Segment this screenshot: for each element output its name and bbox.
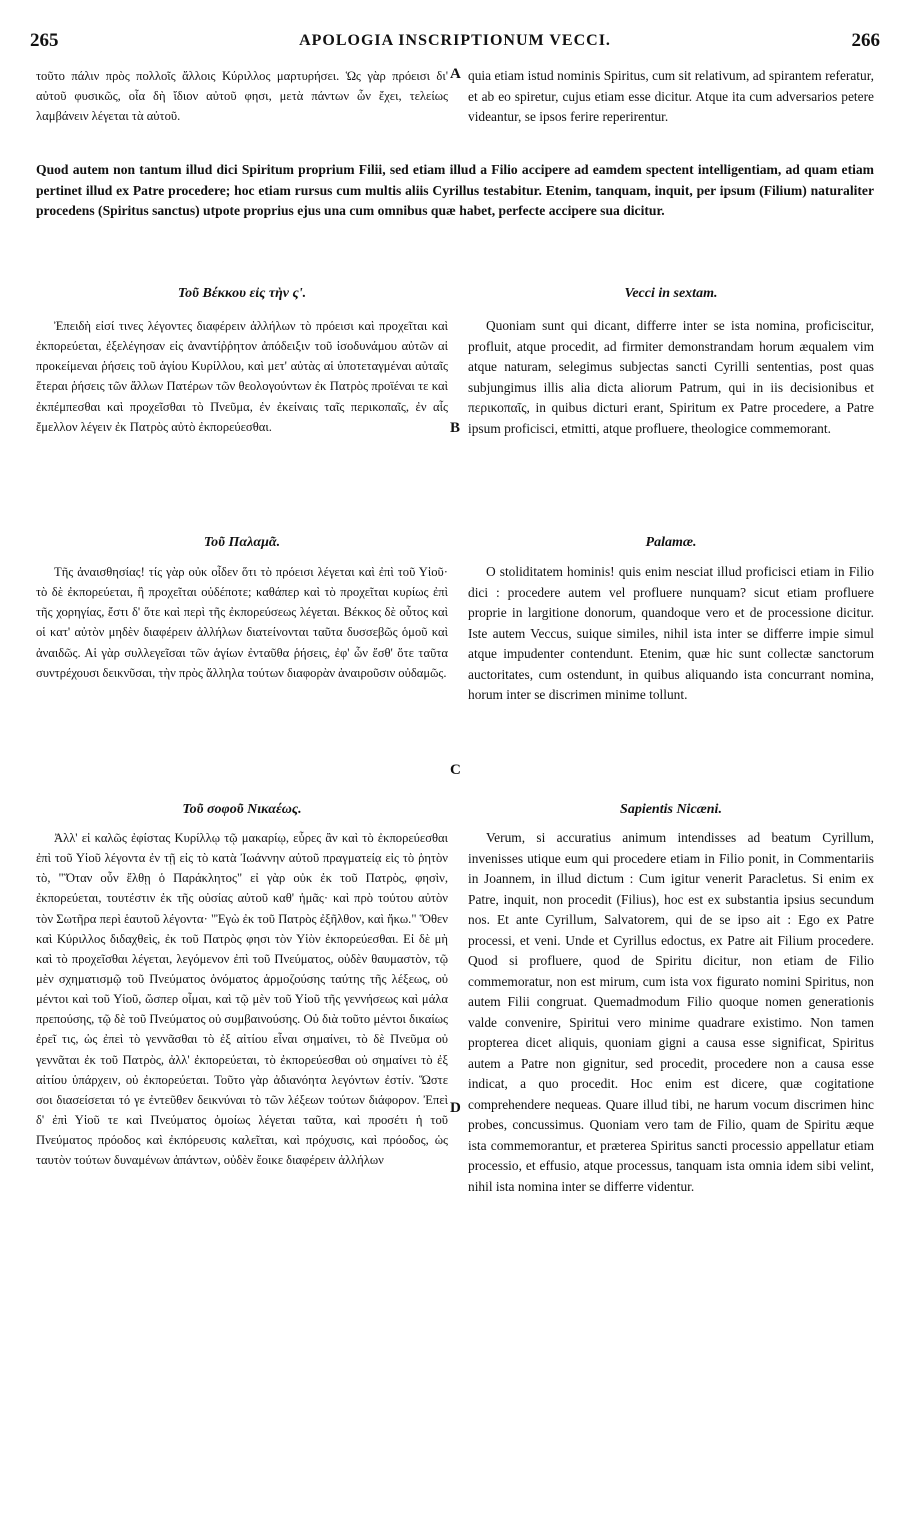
greek-text-vecci: Ἐπειδὴ εἰσί τινες λέγοντες διαφέρειν ἀλλήλων τὸ πρόεισι καὶ προχεῖται καὶ ἐκπορεύεται, ἐξελέγησαν εἰς ἀναντίῤῥητον ἀπόδειξιν τοῦ ἰσοδυνάμου αὐτῶν αἱ προκείμεναι ῥήσεις τοῦ ἁγίου Κυρίλλου, καὶ μετ' αὐτὰς αἱ ὑποτεταγμέναι αὐταῖς ἕτεραι ῥήσεις τῶν ἄλλων Πατέρων τῶν θεολογούντων ἐκ Πατρὸς προϊέναι τε καὶ ἐκπέμπεσθαι καὶ προχεῖσθαι τὸ Πνεῦμα, ἐν ἐκείναις ταῖς περικοπαῖς, ἐν αἷς ἔμελλον λέγειν ἐκ Πατρὸς αὐτὸ ἐκπορεύεσθαι.	[36, 319, 448, 434]
latin-text-vecci: Quoniam sunt qui dicant, differre inter se ista nomina, proficiscitur, profluit, atque procedit, ad firmiter demonstrandam horum æqualem vim atque naturam, selegimus subjectas sancti Cyrilli sententias, post quas subjungimus illis alia dicta aliorum Patrum, qui in iis decisionibus et περικοπαῖς, in quibus dicturi erant, Spiritum ex Patre procedere, a Patre ipsum proficisci, etmitti, atque profluere, theologice commemorant.	[468, 318, 874, 436]
greek-continuation: τοῦτο πάλιν πρὸς πολλοῖς ἄλλοις Κύριλλος μαρτυρήσει. Ὡς γὰρ πρόεισι δι' αὐτοῦ φυσικῶς, οἷα δὴ ἴδιον αὐτοῦ φησι, μετὰ πάντων ὧν ἔχει, τελείως λαμβάνειν λέγεται τὰ αὐτοῦ.	[36, 69, 448, 124]
latin-continuation: quia etiam istud nominis Spiritus, cum sit relativum, ad spirantem referatur, et ab eo spiretur, cujus etiam esse dicitur. Atque ita cum adversarios petere videantur, se ipsos ferire reperirentur.	[468, 68, 874, 124]
greek-text-palamae: Τῆς ἀναισθησίας! τίς γὰρ οὐκ οἶδεν ὅτι τὸ πρόεισι λέγεται καὶ ἐπὶ τοῦ Υἱοῦ· τὸ δὲ ἐκπορεύεται, ἢ προχεῖται οὐδέποτε; καθάπερ καὶ τὸ προχεῖται κυρίως ἐπὶ τῆς χορηγίας, ἔστι δ' ὅτε καὶ περὶ τῆς ἐκπορεύσεως λέγεται. Βέκκος δὲ οὗτος καὶ οἱ κατ' αὐτὸν μηδὲν διαφέρειν ἀλλήλων διατείνονται ταῦτα δυσσεβῶς ὁμοῦ καὶ ἀναιδῶς. Αἱ γὰρ συλλεγεῖσαι τῶν ἁγίων ἐνταῦθα ῥήσεις, ἐφ' ὧν ἔσθ' ὅτε ταῦτα συντρέχουσι δεικνῦσαι, τὴν πρὸς ἄλληλα τούτων διαφορὰν ἀναιροῦσιν οὐδαμῶς.	[36, 565, 448, 680]
latin-text-nicaeni: Verum, si accuratius animum intendisses ad beatum Cyrillum, invenisses utique eum qui procedere etiam in Filio ponit, in Commentariis in Joannem, in illud dictum : Cum igitur venerit Paracletus. Si enim ex Patre, inquit, non procedit (Filius), hoc est ex substantia ipsius secundum nos. Et ante Cyrillum, Salvatorem, qui de se ipso ait : Ego ex Patre processi, et veni. Unde et Cyrillus edoctus, ex Patre ait Filium procedere. Quod si profluere, quod de Spiritu dicitur, non etiam de Filio commemoratur, non est mirum, cum ista vox figurato nomini Spiritus, non autem Filii congruat. Quemadmodum Filio quoque nomen generationis valde convenire, Spiritui vero minime quadrare existimo. Non tamen propterea dicet aliquis, quoniam gigni a causa esse significat, Spiritus autem a Patre non gignitur, sed procedit, procedere non a causa esse indicat, a quo procedit. Hoc enim est dicere, quæ cogitatione comprehendere nequeas. Quare illud tibi, ne harum vocum discrimen hinc probes, concussimus. Quoniam vero tam de Filio, quam de Spiritu æque ista commemorantur, et præterea Spiritus sancti processio appellatur etiam processio, et effusio, atque processus, tanquam ista omnia idem sibi velint, nihil ista nomina inter se differre videntur.	[468, 830, 874, 1194]
latin-heading-nicaeni: Sapientis Nicæni.	[620, 802, 722, 817]
page-number-right: 266	[851, 30, 880, 51]
latin-heading-palamae: Palamæ.	[645, 535, 697, 550]
margin-letter-d: D	[450, 1100, 461, 1116]
running-title: APOLOGIA INSCRIPTIONUM VECCI.	[299, 32, 611, 49]
margin-letter-c: C	[450, 762, 461, 778]
greek-heading-vecci: Τοῦ Βέκκου εἰς τὴν ς'.	[177, 286, 307, 301]
greek-text-nicaeni: Ἀλλ' εἰ καλῶς ἐφίστας Κυρίλλῳ τῷ μακαρίῳ, εὗρες ἂν καὶ τὸ ἐκπορεύεσθαι ἐπὶ τοῦ Υἱοῦ λέγοντα ἐν τῇ εἰς τὸ κατὰ Ἰωάννην αὐτοῦ πραγματείᾳ εἰς τὸ ῥητὸν τὸ, "Ὅταν οὖν ἔλθῃ ὁ Παράκλητος" εἰ γὰρ οὐκ ἐκ τοῦ Πατρὸς, φησὶν, ἐκπορεύεται, τουτέστιν ἐκ τῆς οὐσίας αὐτοῦ καθ' ἡμᾶς· καὶ πρὸ τούτου αὐτὸν τὸν Σωτῆρα περὶ ἑαυτοῦ λέγοντα· "Ἐγὼ ἐκ τοῦ Πατρὸς ἐξῆλθον, καὶ ἥκω." Ὅθεν καὶ Κύριλλος διδαχθεὶς, ἐκ τοῦ Πατρὸς φησι τὸν Υἱὸν ἐκπορεύεσθαι. Εἰ δὲ μὴ καὶ τὸ προχεῖσθαι λέγεται, λεγόμενον ἐπὶ τοῦ Πνεύματος, οὐδὲν θαυμαστὸν, τῷ μὲν σχηματισμῷ τοῦ Πνεύματος ὀνόματος ἁρμοζούσης ταύτης τῆς λέξεως, οὐ μέντοι καὶ τοῦ Υἱοῦ, ὥσπερ οἶμαι, καὶ τῷ μὲν τοῦ Υἱοῦ τῆς γεννήσεως καὶ μάλα πρεπούσης, τῷ δὲ τοῦ Πνεύματος οὐ συμβαινούσης. Οὐ διὰ τοῦτο μέντοι δικαίως ἐρεῖ τις, ὡς ἐπεὶ τὸ γεννᾶσθαι τὸ ἐξ αἰτίου εἶναι σημαίνει, τὸ δὲ Πνεῦμα οὐ γεννᾶται ἐκ τοῦ Πατρὸς, ἀλλ' ἐκπορεύεται, τὸ ἐκπορεύεσθαι οὐ σημαίνει τὸ ἐξ αἰτίου ὑπάρχειν, οὐ ἐκπορεύεται. Τοῦτο γὰρ ἀδιανόητα λεγόντων ἐστίν. Ὥστε σοι διασείσεται τό γε ἐντεῦθεν δεικνύναι τὸ τῶν λέξεων τούτων διάφορον. Ἐπεὶ δ' ἐπὶ Υἱοῦ τε καὶ Πνεύματος ὁμοίως λέγεται ταῦτα, καὶ προσέτι ἡ τοῦ Πνεύματος πρόοδος καὶ ἐκπόρευσις καλεῖται, καὶ πρόχυσις, καὶ πρόοδος, ὡς ταυτὸν τούτων δυναμένων ἁπάντων, οὐδὲν ἔοικε διαφέρειν ἀλλήλων	[36, 831, 448, 1168]
latin-text-palamae: O stoliditatem hominis! quis enim nesciat illud proficisci etiam in Filio dici : procedere autem vel profluere nunquam? sicut etiam profluere proprie in largitione donorum, quandoque vero et de processione dicitur. Iste autem Veccus, suique similes, nihil ista inter se differre impie simul atque impudenter contendunt. Etenim, quæ hic sunt collectæ sanctorum auctoritates, cum ostendunt, in quibus aliquando ista concurrant nomina, horum inter se discrimen minime tollunt.	[468, 564, 874, 702]
margin-letter-a: A	[450, 66, 461, 82]
full-width-paragraph: Quod autem non tantum illud dici Spiritum proprium Filii, sed etiam illud a Filio accipere ad eamdem spectent intelligentiam, ad quam etiam pertinet illud ex Patre procedere; hoc etiam rursus cum multis aliis Cyrillus testabitur. Etenim, tanquam, inquit, per ipsum (Filium) naturaliter procedens (Spiritus sanctus) utpote proprius ejus una cum omnibus quæ habet, perfecte accipere sua dicitur.	[36, 162, 874, 219]
running-header	[30, 30, 880, 56]
page-number-left: 265	[30, 30, 59, 51]
margin-letter-b: B	[450, 420, 461, 436]
latin-heading-vecci: Vecci in sextam.	[624, 286, 718, 301]
greek-heading-palamae: Τοῦ Παλαμᾶ.	[203, 535, 281, 550]
greek-heading-nicaeni: Τοῦ σοφοῦ Νικαέως.	[182, 802, 302, 817]
